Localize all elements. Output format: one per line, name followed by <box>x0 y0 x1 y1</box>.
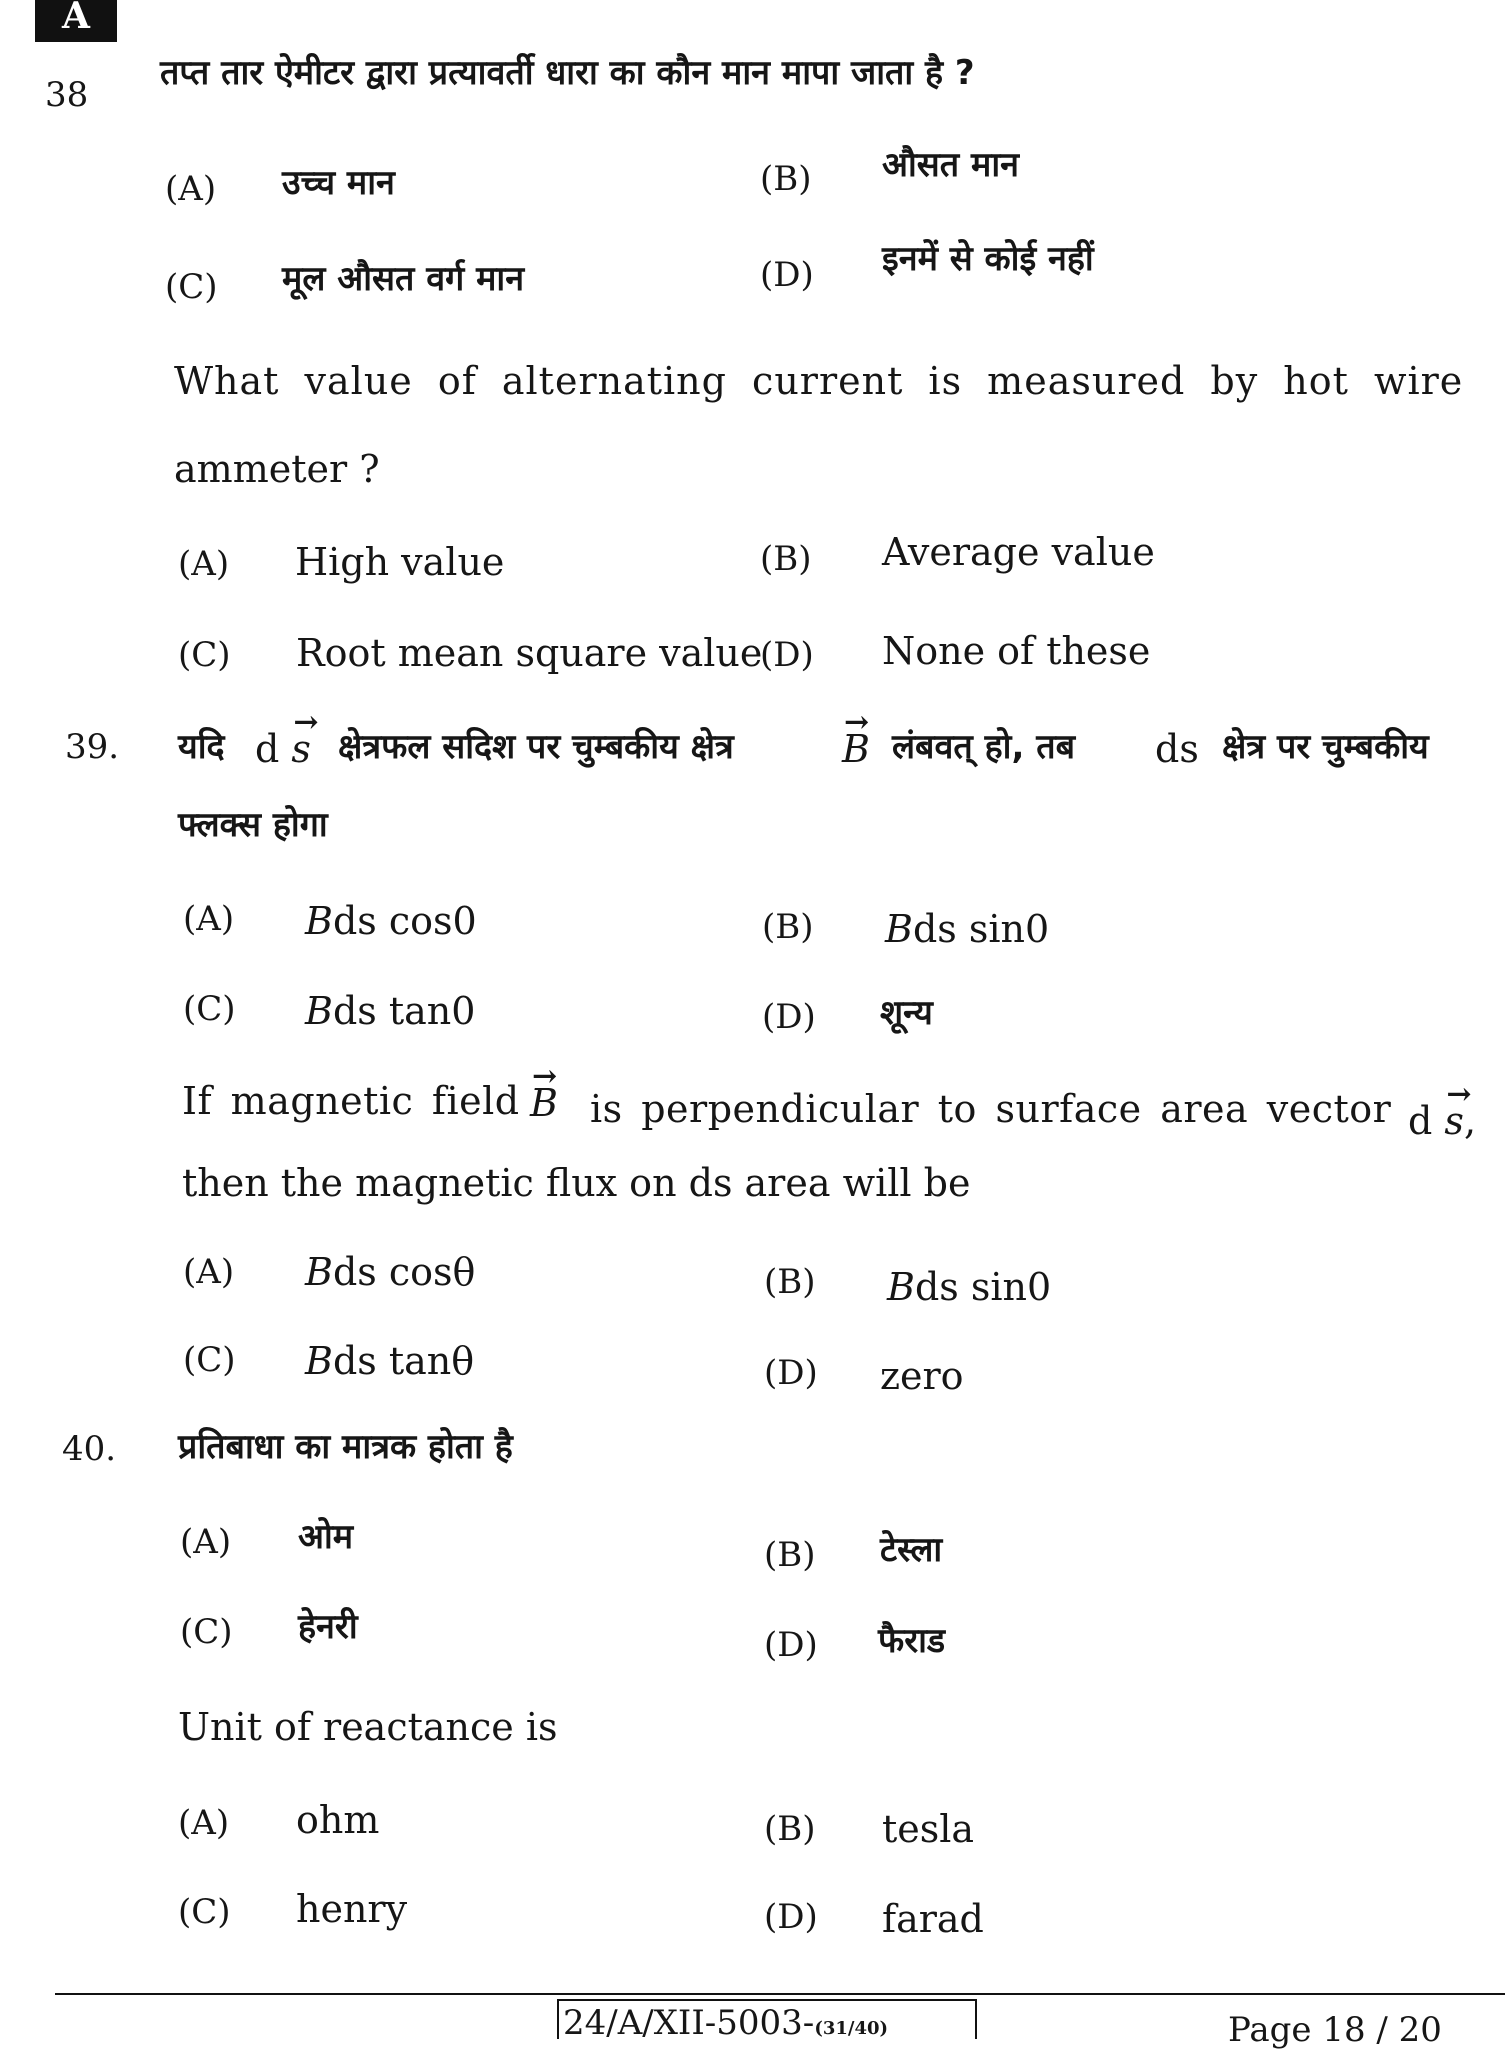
q39-hi-label-c: (C) <box>183 989 236 1029</box>
q38-number: 38 <box>45 75 89 115</box>
q40-hi-label-c: (C) <box>180 1612 233 1652</box>
q40-en-option-a: ohm <box>296 1798 380 1842</box>
q39-b-vector-en: → B <box>530 1084 558 1122</box>
q38-hi-label-a: (A) <box>165 169 217 209</box>
q40-en-option-c: henry <box>296 1887 408 1931</box>
q39-question-hi-tail: क्षेत्र पर चुम्बकीय <box>1222 727 1429 767</box>
footer-code-box <box>557 1999 977 2039</box>
q40-en-label-a: (A) <box>178 1803 230 1843</box>
footer-code: 24/A/XII-5003- <box>563 2003 815 2039</box>
q38-en-label-b: (B) <box>760 539 812 579</box>
q39-question-hi-end: लंबवत् हो, तब <box>892 727 1075 767</box>
page-number: Page 18 / 20 <box>1228 2010 1442 2050</box>
q40-en-option-d: farad <box>882 1897 984 1941</box>
q39-en-label-a: (A) <box>183 1252 235 1292</box>
q40-hi-label-b: (B) <box>764 1535 816 1575</box>
q40-en-option-b: tesla <box>882 1807 975 1851</box>
q40-en-label-b: (B) <box>764 1809 816 1849</box>
q39-en-label-c: (C) <box>183 1340 236 1380</box>
q39-ds-vector-en: d → s, <box>1408 1102 1476 1140</box>
section-badge: A <box>35 0 117 42</box>
q38-hi-option-d: इनमें से कोई नहीं <box>882 239 1094 279</box>
q39-hi-label-a: (A) <box>183 899 235 939</box>
q39-en-option-d: zero <box>880 1354 964 1398</box>
q38-hi-label-b: (B) <box>760 159 812 199</box>
q39-en-label-b: (B) <box>764 1262 816 1302</box>
q39-number: 39. <box>65 727 120 767</box>
q39-en-option-a: Bds cosθ <box>305 1250 476 1294</box>
q38-question-hi: तप्त तार ऐमीटर द्वारा प्रत्यावर्ती धारा का कौन मान मापा जाता है ? <box>160 53 975 93</box>
q40-number: 40. <box>62 1429 117 1469</box>
q39-question-hi-mid: क्षेत्रफल सदिश पर चुम्बकीय क्षेत्र <box>338 727 734 767</box>
q40-question-hi: प्रतिबाधा का मात्रक होता है <box>178 1427 513 1467</box>
q38-hi-option-a: उच्च मान <box>282 163 395 203</box>
q40-hi-option-b: टेस्ला <box>880 1530 943 1570</box>
q39-question-en-line2: then the magnetic flux on ds area will be <box>182 1161 971 1205</box>
footer-code-small: (31/40) <box>814 2018 889 2039</box>
q40-en-label-c: (C) <box>178 1892 231 1932</box>
q39-question-hi-line2: फ्लक्स होगा <box>178 805 328 845</box>
q40-hi-label-a: (A) <box>180 1522 232 1562</box>
q38-en-option-d: None of these <box>882 629 1151 673</box>
q38-en-option-c: Root mean square value <box>296 631 763 675</box>
q38-en-option-a: High value <box>295 540 505 584</box>
q40-en-label-d: (D) <box>764 1897 818 1937</box>
q39-question-hi-yadi: यदि <box>178 727 225 767</box>
q39-ds-vector-hi: d → s <box>255 730 311 768</box>
q39-hi-option-d: शून्य <box>880 993 933 1033</box>
q40-question-en: Unit of reactance is <box>178 1705 558 1749</box>
q38-hi-label-d: (D) <box>760 255 814 295</box>
q39-question-en-if: If magnetic field <box>182 1079 520 1123</box>
q40-hi-option-c: हेनरी <box>298 1607 358 1647</box>
q39-b-vector-hi: → B <box>842 730 870 768</box>
q40-hi-option-d: फैराड <box>878 1621 946 1661</box>
q39-hi-label-d: (D) <box>762 997 816 1037</box>
q38-hi-option-b: औसत मान <box>882 145 1019 185</box>
q38-hi-option-c: मूल औसत वर्ग मान <box>282 259 525 299</box>
q39-hi-label-b: (B) <box>762 907 814 947</box>
q40-hi-label-d: (D) <box>764 1625 818 1665</box>
q39-hi-option-a: Bds cos0 <box>305 899 477 943</box>
q40-hi-option-a: ओम <box>298 1517 354 1557</box>
q38-hi-label-c: (C) <box>165 267 218 307</box>
q38-en-label-c: (C) <box>178 635 231 675</box>
q39-en-label-d: (D) <box>764 1353 818 1393</box>
q39-ds-hi: ds <box>1155 727 1199 771</box>
q39-en-option-c: Bds tanθ <box>305 1339 475 1383</box>
q38-en-label-a: (A) <box>178 544 230 584</box>
footer-rule <box>55 1993 1505 1995</box>
q38-question-en-line1: What value of alternating current is measured by hot wire <box>174 359 1464 403</box>
q39-en-option-b: Bds sin0 <box>887 1265 1052 1309</box>
q39-hi-option-b: Bds sin0 <box>885 907 1050 951</box>
q39-question-en-mid: is perpendicular to surface area vector <box>590 1087 1392 1131</box>
q38-en-label-d: (D) <box>760 635 814 675</box>
q38-en-option-b: Average value <box>882 530 1155 574</box>
q39-hi-option-c: Bds tan0 <box>305 989 476 1033</box>
q38-question-en-line2: ammeter ? <box>174 447 380 491</box>
